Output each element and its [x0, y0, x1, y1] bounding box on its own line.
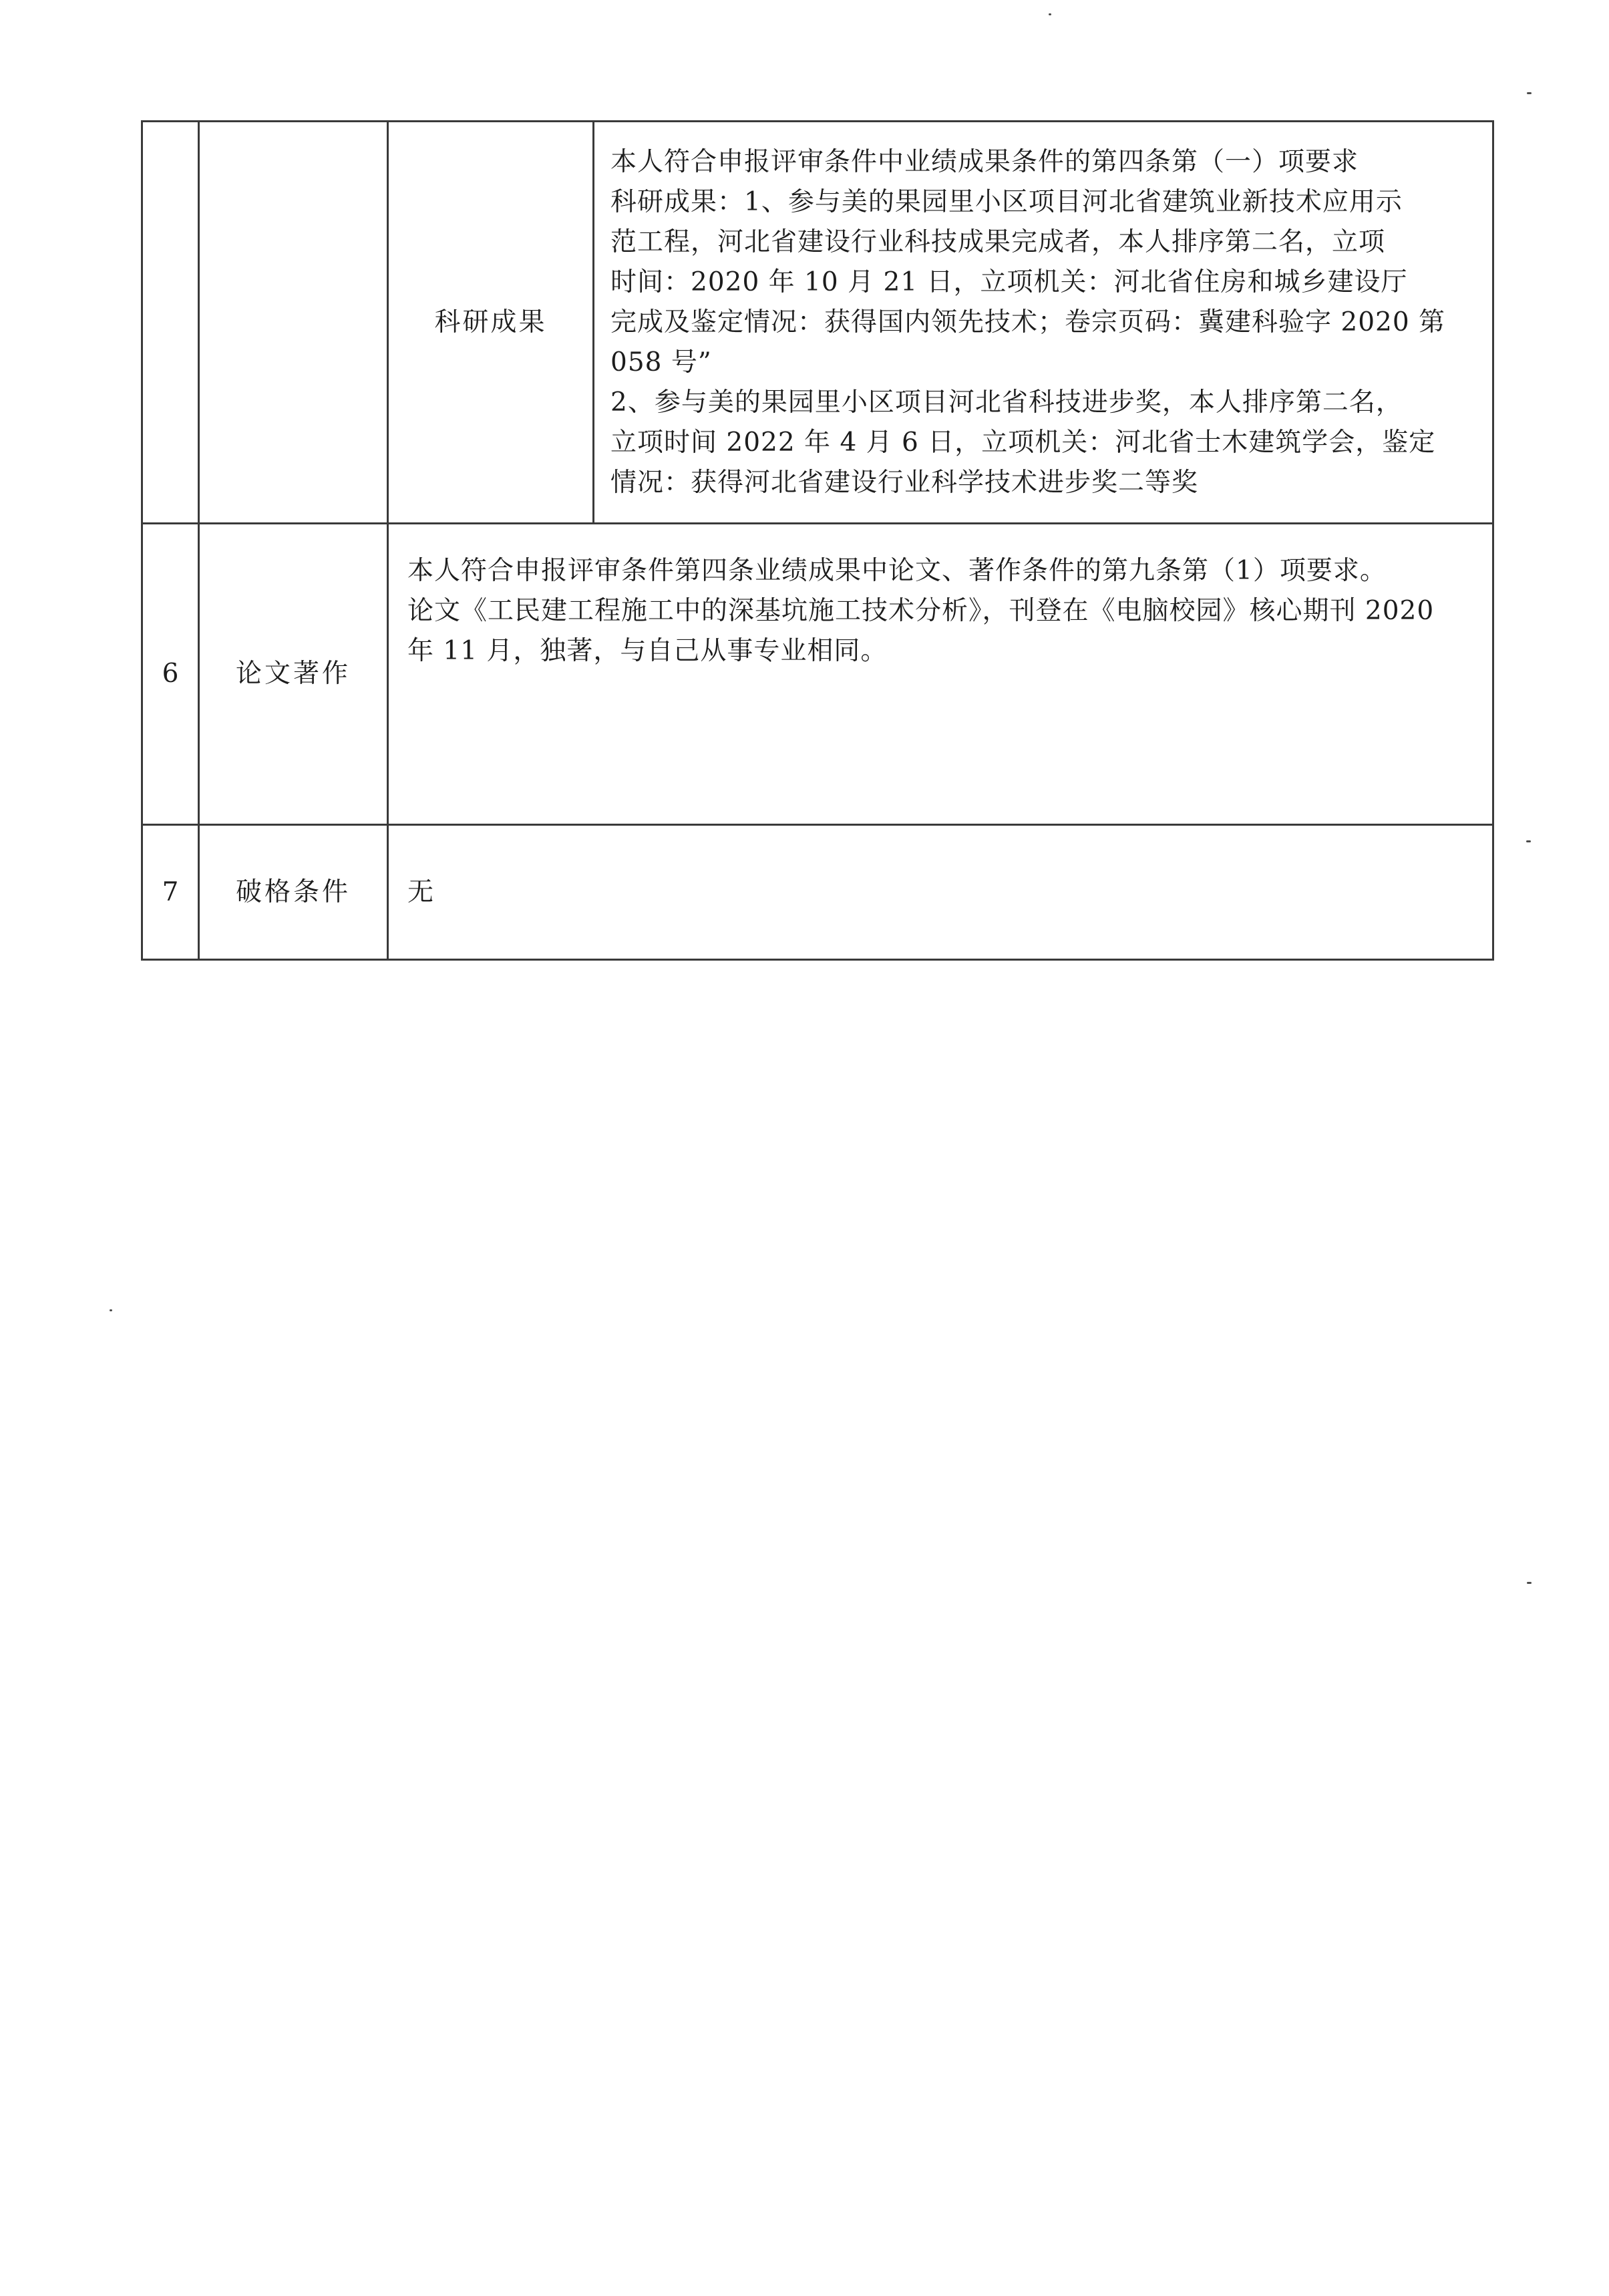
research-line: 时间：2020 年 10 月 21 日，立项机关：河北省住房和城乡建设厅: [610, 267, 1408, 297]
table-row-exceptional: [142, 825, 1493, 960]
research-line: 立项时间 2022 年 4 月 6 日，立项机关：河北省士木建筑学会，鉴定: [610, 427, 1436, 458]
research-line: 2、参与美的果园里小区项目河北省科技进步奖，本人排序第二名，: [610, 387, 1403, 418]
research-line: 完成及鉴定情况：获得国内领先技术；卷宗页码：冀建科验字 2020 第: [610, 307, 1446, 337]
research-line: 058 号”: [610, 347, 712, 377]
row-number: 7: [142, 825, 199, 960]
research-line: 情况：获得河北省建设行业科学技术进步奖二等奖: [610, 467, 1199, 498]
item-label: 论文著作: [199, 524, 388, 825]
qualification-table: [141, 120, 1494, 961]
paper-description: [388, 524, 1493, 825]
research-description: [594, 122, 1493, 524]
scan-speck: [1526, 840, 1531, 842]
scan-speck: [1527, 1582, 1532, 1584]
research-line: 科研成果：1、参与美的果园里小区项目河北省建筑业新技术应用示: [610, 186, 1403, 217]
scan-speck: [1049, 13, 1051, 15]
item-cell: [199, 122, 388, 524]
scan-speck: [110, 1309, 112, 1311]
research-line: 范工程，河北省建设行业科技成果完成者，本人排序第二名，立项: [610, 226, 1386, 257]
paper-line: 论文《工民建工程施工中的深基坑施工技术分析》，刊登在《电脑校园》核心期刊 2020: [407, 596, 1435, 626]
exceptional-value: 无: [388, 825, 1493, 960]
item-label: 破格条件: [199, 825, 388, 960]
row-number-cell: [142, 122, 199, 524]
paper-line: 年 11 月，独著，与自己从事专业相同。: [407, 636, 888, 666]
table-row-research: [142, 122, 1493, 524]
research-sub-item: 科研成果: [388, 122, 594, 524]
research-line: 本人符合申报评审条件中业绩成果条件的第四条第（一）项要求: [610, 146, 1359, 177]
table-row-paper: [142, 524, 1493, 825]
paper-line: 本人符合申报评审条件第四条业绩成果中论文、著作条件的第九条第（1）项要求。: [407, 556, 1387, 586]
row-number: 6: [142, 524, 199, 825]
scan-speck: [1527, 92, 1532, 94]
